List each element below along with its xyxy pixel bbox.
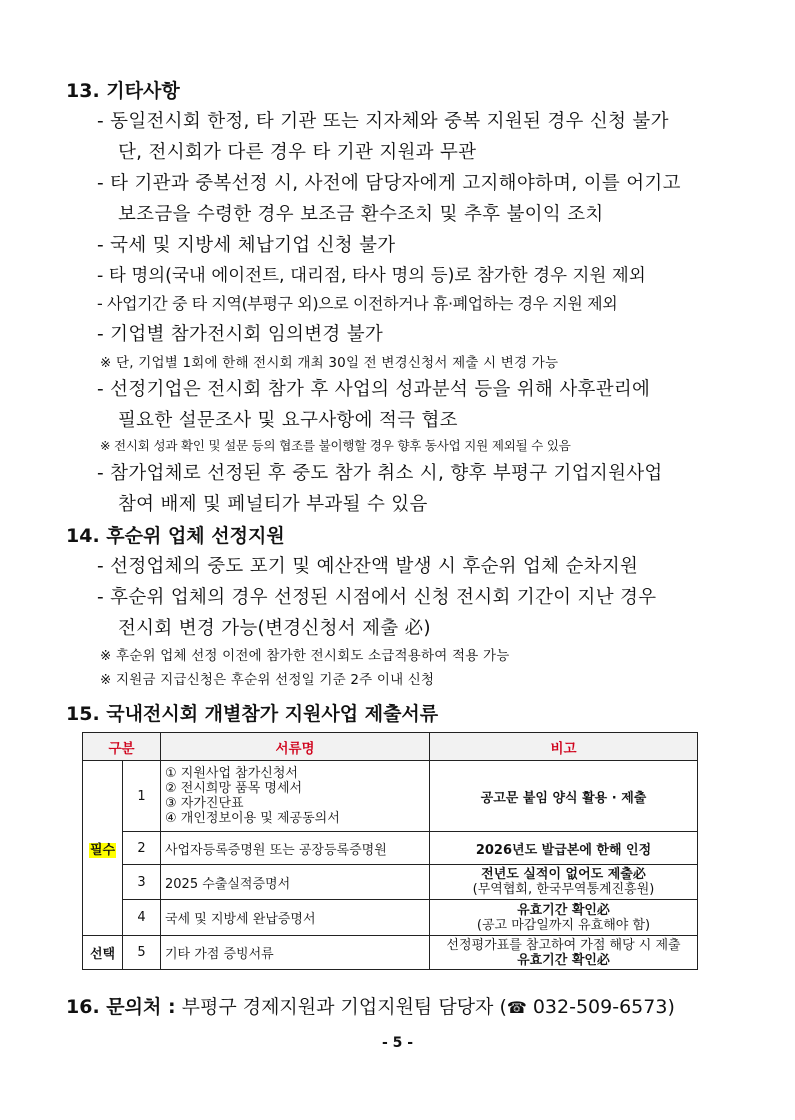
row-docs [161, 761, 430, 832]
s13-item-8-cont: 참여 배제 및 페널티가 부과될 수 있음 [118, 494, 428, 515]
row-no: 2 [123, 832, 161, 865]
note-main: 선정평가표를 참고하여 가점 해당 시 제출 [446, 937, 681, 953]
section-15-title: 15. 국내전시회 개별참가 지원사업 제출서류 [66, 703, 439, 725]
section-16-label: 16. 문의처 : [66, 996, 176, 1018]
s13-item-7-cont: 필요한 설문조사 및 요구사항에 적극 협조 [118, 410, 458, 431]
s13-note-1: ※ 단, 기업별 1회에 한해 전시회 개최 30일 전 변경신청서 제출 시 변경 가능 [100, 355, 559, 371]
page-number: - 5 - [381, 1035, 414, 1051]
contact-line: 16. 문의처 : 부평구 경제지원과 기업지원팀 담당자 (☎ 032-509-6573) [66, 996, 675, 1018]
s13-note-2: ※ 전시회 성과 확인 및 설문 등의 협조를 불이행할 경우 향후 동사업 지원 제외될 수 있음 [100, 438, 571, 453]
s13-item-4: - 타 명의(국내 에이전트, 대리점, 타사 명의 등)로 참가한 경우 지원 제외 [97, 266, 646, 286]
table-row [83, 761, 698, 832]
section-13-title: 13. 기타사항 [66, 80, 180, 102]
s13-item-3: - 국세 및 지방세 체납기업 신청 불가 [97, 235, 396, 256]
s13-item-5: - 사업기간 중 타 지역(부평구 외)으로 이전하거나 휴·폐업하는 경우 지원 제외 [97, 294, 618, 313]
doc-item: ③ 자가진단표 [165, 796, 244, 811]
contact-phone: 032-509-6573 [532, 996, 668, 1018]
s13-item-2: - 타 기관과 중복선정 시, 사전에 담당자에게 고지해야하며, 이를 어기고 [97, 173, 681, 194]
s14-item-1: - 선정업체의 중도 포기 및 예산잔액 발생 시 후순위 업체 순차지원 [97, 556, 639, 577]
category-optional: 선택 [83, 936, 123, 970]
s14-note-1: ※ 후순위 업체 선정 이전에 참가한 전시회도 소급적용하여 적용 가능 [100, 648, 510, 664]
header-doc: 서류명 [161, 733, 430, 761]
category-required: 필수 [89, 842, 116, 858]
section-14-title: 14. 후순위 업체 선정지원 [66, 525, 285, 547]
s13-item-1-cont: 단, 전시회가 다른 경우 타 기관 지원과 무관 [118, 142, 477, 163]
row-note: 공고문 붙임 양식 활용 · 제출 [430, 761, 698, 832]
header-note: 비고 [430, 733, 698, 761]
row-note [430, 936, 698, 970]
s13-item-2-cont: 보조금을 수령한 경우 보조금 환수조치 및 추후 불이익 조치 [118, 204, 604, 225]
submission-documents-table [82, 732, 698, 970]
row-no: 5 [123, 936, 161, 970]
row-doc: 사업자등록증명원 또는 공장등록증명원 [161, 832, 430, 865]
contact-text: 부평구 경제지원과 기업지원팀 담당자 [181, 996, 494, 1018]
note-sub: (공고 마감일까지 유효해야 함) [476, 917, 651, 933]
s14-note-2: ※ 지원금 지급신청은 후순위 선정일 기준 2주 이내 신청 [100, 672, 435, 688]
table-row [83, 936, 698, 970]
doc-item: ① 지원사업 참가신청서 [165, 766, 298, 781]
row-note [430, 865, 698, 900]
row-no: 1 [123, 761, 161, 832]
row-doc: 2025 수출실적증명서 [161, 865, 430, 900]
row-no: 3 [123, 865, 161, 900]
row-note [430, 900, 698, 936]
note-main: 전년도 실적이 없어도 제출必 [481, 867, 646, 882]
row-note: 2026년도 발급본에 한해 인정 [430, 832, 698, 865]
s13-item-6: - 기업별 참가전시회 임의변경 불가 [97, 324, 384, 345]
row-doc: 기타 가점 증빙서류 [161, 936, 430, 970]
s14-item-2: - 후순위 업체의 경우 선정된 시점에서 신청 전시회 기간이 지난 경우 [97, 587, 657, 608]
category-required-cell [83, 761, 123, 936]
row-no: 4 [123, 900, 161, 936]
s13-item-8: - 참가업체로 선정된 후 중도 참가 취소 시, 향후 부평구 기업지원사업 [97, 463, 663, 484]
table-row [83, 832, 698, 865]
table-header-row [83, 733, 698, 761]
note-sub: 유효기간 확인必 [517, 952, 610, 968]
doc-item: ④ 개인정보이용 및 제공동의서 [165, 811, 340, 826]
doc-item: ② 전시희망 품목 명세서 [165, 781, 303, 796]
table-row [83, 900, 698, 936]
table-row [83, 865, 698, 900]
s13-item-1: - 동일전시회 한정, 타 기관 또는 지자체와 중복 지원된 경우 신청 불가 [97, 111, 669, 132]
note-sub: (무역협회, 한국무역통계진흥원) [472, 882, 655, 897]
s13-item-7: - 선정기업은 전시회 참가 후 사업의 성과분석 등을 위해 사후관리에 [97, 379, 651, 400]
phone-icon: ☎ [506, 998, 527, 1017]
note-main: 유효기간 확인必 [517, 902, 610, 918]
row-doc: 국세 및 지방세 완납증명서 [161, 900, 430, 936]
header-category: 구분 [83, 733, 161, 761]
s14-item-2-cont: 전시회 변경 가능(변경신청서 제출 必) [118, 618, 431, 639]
